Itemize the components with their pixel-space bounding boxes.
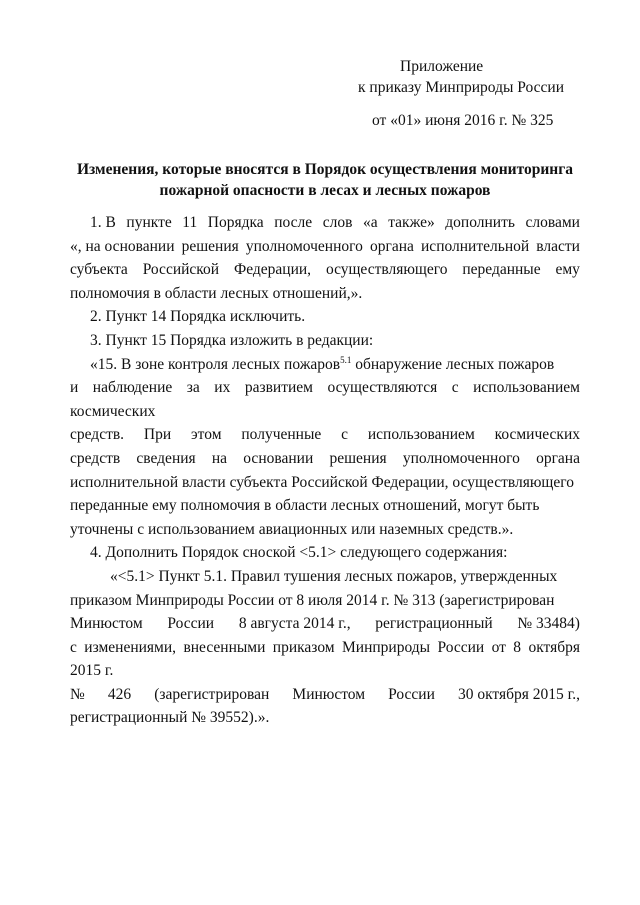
appendix-header	[340, 56, 580, 131]
appendix-order-ref: к приказу Минприроды России	[358, 79, 565, 96]
p6-line-4: с изменениями, внесенными приказом Минприроды России от 8 октября 2015 г.	[70, 638, 580, 680]
p4-line-7: уточнены с использованием авиационных или наземных средств.».	[70, 520, 514, 538]
paragraph-4	[70, 353, 580, 542]
p6-line-5: № 426 (зарегистрирован Минюстом России 30 октября 2015 г.,	[70, 685, 580, 703]
p6-line-6: регистрационный № 39552).».	[70, 709, 270, 727]
p6-line-3: Минюстом России 8 августа 2014 г., регистрационный № 33484)	[70, 615, 580, 633]
paragraph-6	[70, 565, 580, 730]
title-line-2: пожарной опасности в лесах и лесных пожаров	[159, 182, 491, 199]
p4-line-2: и наблюдение за их развитием осуществляются с использованием космических	[70, 379, 580, 420]
p4-line-4: средств сведения на основании решения уполномоченного органа	[70, 449, 580, 467]
paragraph-1	[70, 211, 580, 305]
document-body	[70, 211, 580, 730]
footnote-ref: 5.1	[340, 354, 352, 365]
appendix-order-date: от «01» июня 2016 г. № 325	[372, 112, 554, 129]
p4-line-6: переданные ему полномочия в области лесных отношений, могут быть	[70, 497, 540, 515]
paragraph-2: 2. Пункт 14 Порядка исключить.	[90, 308, 306, 326]
p1-line-2: «, на основании решения уполномоченного органа исполнительной власти	[70, 237, 580, 255]
document-title	[70, 159, 580, 201]
appendix-label: Приложение	[400, 58, 484, 75]
p6-line-1: «<5.1> Пункт 5.1. Правил тушения лесных пожаров, утвержденных	[110, 567, 558, 585]
paragraph-3: 3. Пункт 15 Порядка изложить в редакции:	[90, 331, 374, 349]
p1-line-4: полномочия в области лесных отношений,».	[70, 284, 363, 302]
p4-line-1: «15. В зоне контроля лесных пожаров$^{5.1}$ обнаружение лесных пожаров	[90, 354, 555, 373]
title-line-1: Изменения, которые вносятся в Порядок осуществления мониторинга	[76, 161, 573, 178]
p1-line-1: 1. В пункте 11 Порядка после слов «а также» дополнить словами	[90, 214, 580, 231]
p1-line-3: субъекта Российской Федерации, осуществляющего переданные ему	[70, 261, 580, 279]
p4-line-5: исполнительной власти субъекта Российской Федерации, осуществляющего	[70, 473, 574, 491]
p6-line-2: приказом Минприроды России от 8 июля 2014 г. № 313 (зарегистрирован	[70, 591, 555, 609]
paragraph-5: 4. Дополнить Порядок сноской <5.1> следующего содержания:	[90, 544, 508, 562]
p4-line-3: средств. При этом полученные с использованием космических	[70, 426, 580, 444]
